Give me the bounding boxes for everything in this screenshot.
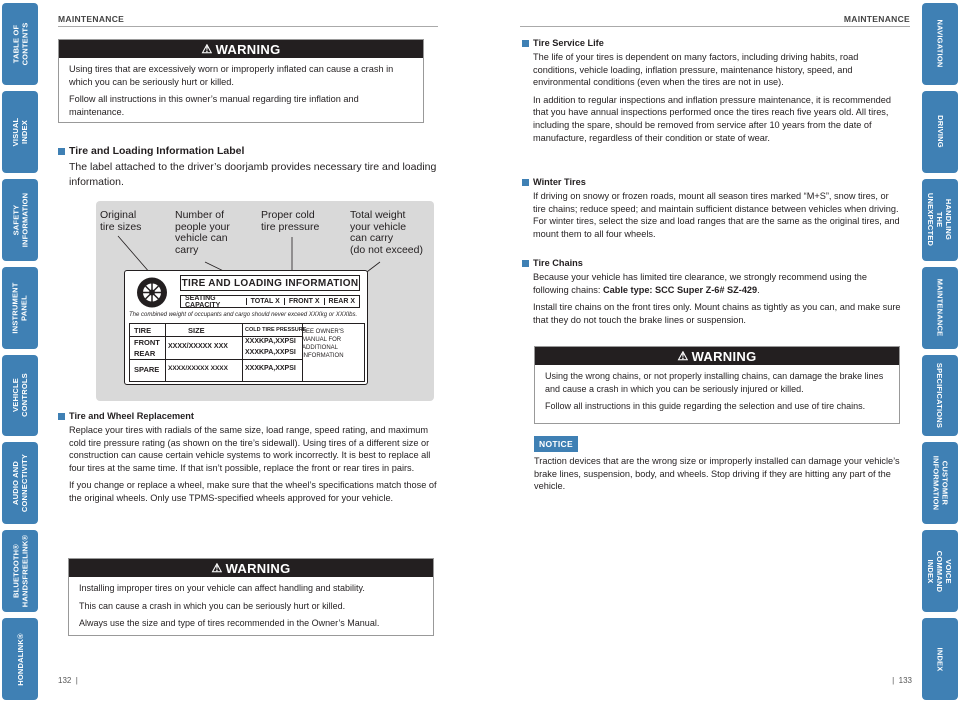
section-body: Because your vehicle has limited tire clearance, we strongly recommend using the following chains: Cable type: SCC Super Z-6# SZ-429. Install tire chains on the front tires only. Mount chains as tightly as you can, and make sure that they do not touch the brake lines or suspension. [533,272,901,325]
section-title: Tire and Wheel Replacement [58,411,438,421]
label-row-spare: SPARE [134,365,160,374]
label-title: TIRE AND LOADING INFORMATION [180,275,360,291]
tab-audio-connectivity[interactable]: AUDIO AND CONNECTIVITY [2,442,38,524]
section-body: The label attached to the driver’s doorjamb provides necessary tire and loading information. [69,161,437,188]
notice-text: Traction devices that are the wrong size or improperly installed can damage your vehicle’s brake lines, suspension, body, and wheels. Stop driving if they are hitting any part of the vehicle. [534,456,900,492]
wheel-replacement-section [58,411,438,510]
notice-badge: NOTICE [534,436,578,452]
square-bullet-icon [58,413,65,420]
warning-triangle-icon: ⚠ [211,561,223,575]
section-title: Tire and Loading Information Label [58,145,438,157]
left-page-number: 132 | [58,676,78,685]
section-body: If driving on snowy or frozen roads, mount all season tires marked “M+S”, snow tires, or tire chains; reduce speed; and maintain sufficient distance between vehicles when driving. For winter tires, select the size and load ranges that are the same as the original tires, and mount them to all four wheels. [533,191,900,239]
warning-box-improper-tires [68,558,434,636]
warning-text: Using tires that are excessively worn or improperly inflated can cause a crash in which you can be seriously hurt or killed. [69,64,394,87]
tab-index[interactable]: INDEX [922,618,958,700]
tab-instrument-panel[interactable]: INSTRUMENT PANEL [2,267,38,349]
label-col-size: SIZE [188,326,205,335]
warning-text: This can cause a crash in which you can be seriously hurt or killed. [79,600,346,611]
tab-driving[interactable]: DRIVING [922,91,958,173]
wheel-icon [130,275,174,310]
chain-type-spec: Cable type: SCC Super Z-6# SZ-429 [602,284,758,295]
label-col-tire: TIRE [134,326,152,335]
label-pressure-rear: XXXKPA,XXPSI [245,349,296,356]
tab-navigation[interactable]: NAVIGATION [922,3,958,85]
warning-text: Installing improper tires on your vehicle can affect handling and stability. [79,583,365,593]
right-page-number: | 133 [892,676,912,685]
tab-hondalink[interactable]: HONDALINK® [2,618,38,700]
label-col-pressure: COLD TIRE PRESSURE [245,327,307,333]
callout-people-capacity: Number of people your vehicle can carry [175,209,230,256]
callout-cold-tire-pressure: Proper cold tire pressure [261,209,320,233]
tab-visual-index[interactable]: VISUAL INDEX [2,91,38,173]
tab-customer-information[interactable]: CUSTOMER INFORMATION [922,442,958,524]
label-pressure-spare: XXXKPA,XXPSI [245,365,296,372]
warning-text: Follow all instructions in this owner’s manual regarding tire inflation and maintenance. [69,94,359,117]
service-life-section [522,38,902,149]
warning-triangle-icon: ⚠ [201,42,213,56]
label-size-spare: XXXX/XXXXX XXXX [168,365,228,372]
warning-text: Always use the size and type of tires recommended in the Owner’s Manual. [79,618,380,628]
tire-chains-section [522,258,902,331]
label-tire-table [129,323,365,382]
warning-box-chains [534,346,900,424]
warning-bar: ⚠ WARNING [69,559,433,577]
tab-vehicle-controls[interactable]: VEHICLE CONTROLS [2,355,38,437]
section-title: Winter Tires [522,177,902,187]
square-bullet-icon [522,179,529,186]
warning-text: Follow all instructions in this guide regarding the selection and use of tire chains. [545,401,866,411]
warning-bar: ⚠ WARNING [59,40,423,58]
tab-handling-unexpected[interactable]: HANDLING THE UNEXPECTED [922,179,958,261]
section-body: The life of your tires is dependent on many factors, including driving habits, road conditions, vehicle loading, inflation pressure, maintenance history, speed, and environmental conditions (even when the tires are not in use). In addition to regular inspections and inflation pressure maintenance, it is recommended that you have annual inspections performed once the tires reach five years old. All tires, including the spare, should be removed from service after 10 years from the date of manufacture, regardless of their condition or state of wear. [533,52,892,143]
tab-maintenance[interactable]: MAINTENANCE [922,267,958,349]
left-page-header: MAINTENANCE [58,14,125,24]
tab-specifications[interactable]: SPECIFICATIONS [922,355,958,437]
label-see-manual: SEE OWNER'S MANUAL FOR ADDITIONAL INFORMATION [302,329,344,359]
tab-voice-command-index[interactable]: VOICE COMMAND INDEX [922,530,958,612]
winter-tires-section [522,177,902,245]
section-body: Replace your tires with radials of the same size, load range, speed rating, and maximum cold tire pressure rating (as shown on the tire’s sidewall). Using tires of a different size or construction can cause certain vehicle systems to work incorrectly. It is best to replace all four tires at the same time. If that isn’t possible, replace the front or rear tires in pairs. If you change or replace a wheel, make sure that the wheel’s specifications match those of the original wheels. Only use TPMS-specified wheels approved for your vehicle. [69,425,437,503]
square-bullet-icon [522,40,529,47]
square-bullet-icon [522,260,529,267]
callout-total-weight: Total weight your vehicle can carry (do not exceed) [350,209,423,256]
callout-original-tire-sizes: Original tire sizes [100,209,142,233]
label-row-front: FRONT [134,338,160,347]
warning-text: Using the wrong chains, or not properly installing chains, can damage the brake lines and cause a crash in which you can be seriously injured or killed. [545,371,884,394]
section-title: Tire Chains [522,258,902,268]
warning-bar: ⚠ WARNING [535,347,899,365]
tab-table-of-contents[interactable]: TABLE OF CONTENTS [2,3,38,85]
tab-bluetooth-handsfreelink[interactable]: BLUETOOTH® HANDSFREELINK® [2,530,38,612]
tire-loading-label [124,270,368,385]
label-pressure-front: XXXKPA,XXPSI [245,338,296,345]
section-title: Tire Service Life [522,38,902,48]
tab-safety-information[interactable]: SAFETY INFORMATION [2,179,38,261]
right-page-header: MAINTENANCE [843,14,910,24]
label-row-rear: REAR [134,349,156,358]
label-combined-weight: The combined weight of occupants and cargo should never exceed XXXkg or XXXlbs. [129,312,358,318]
label-size-main: XXXX/XXXXX XXX [168,343,228,350]
warning-triangle-icon: ⚠ [677,349,689,363]
label-seating-capacity: SEATING CAPACITY TOTAL X FRONT X REAR X [180,295,360,308]
